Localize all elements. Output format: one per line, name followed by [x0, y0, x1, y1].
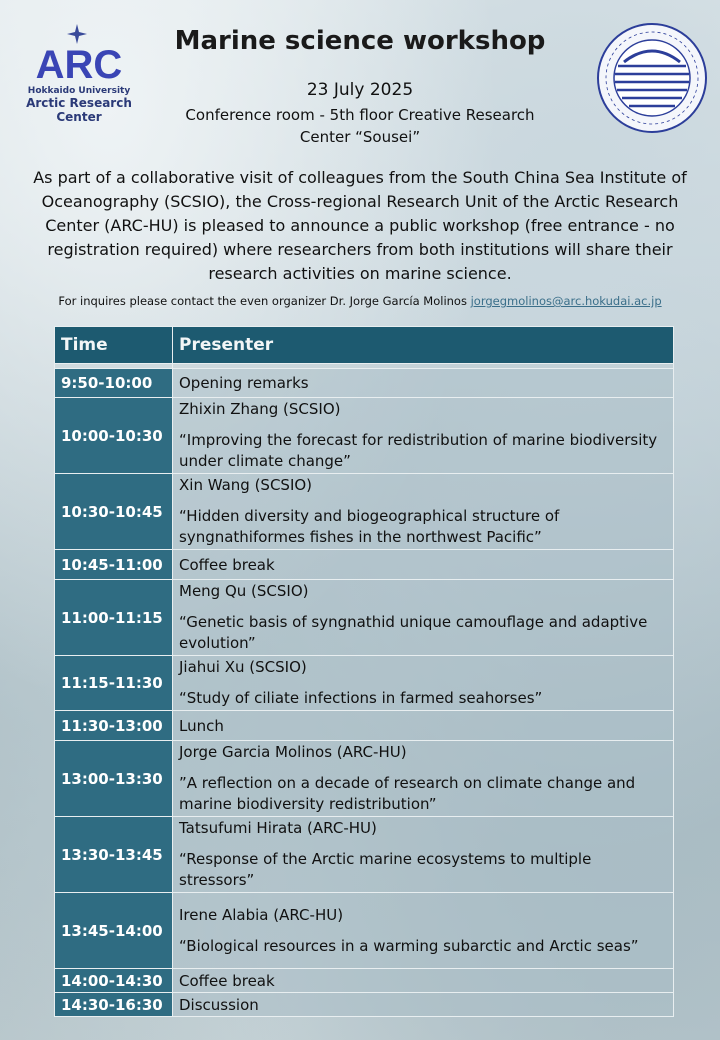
- table-row: [55, 369, 674, 398]
- intro-paragraph: As part of a collaborative visit of colleagues from the South China Sea Institute of Oceanography (SCSIO), the Cross-regional Research Unit of the Arctic Research Center (ARC-HU) is pleased to announce a public workshop (free entrance - no registration required) where researchers from both institutions will share their research activities on marine science.: [33, 168, 687, 283]
- row-time: 14:00-14:30: [55, 969, 173, 993]
- arc-logo: [8, 22, 150, 124]
- row-presenter: Lunch: [173, 711, 674, 741]
- svg-text:ARC: ARC: [35, 43, 123, 84]
- table-row: [55, 741, 674, 817]
- university-name: Hokkaido University: [27, 86, 131, 96]
- row-time: 14:30-16:30: [55, 993, 173, 1017]
- presenter-name: Xin Wang (SCSIO): [179, 476, 313, 494]
- table-row: [55, 580, 674, 656]
- table-row: [55, 711, 674, 741]
- schedule-table: [54, 326, 674, 1017]
- venue-line-2: Center “Sousei”: [299, 128, 421, 146]
- row-presenter-cell: [173, 656, 674, 711]
- event-venue: [165, 104, 555, 148]
- presenter-name: Jiahui Xu (SCSIO): [179, 658, 307, 676]
- row-presenter-cell: [173, 474, 674, 550]
- presenter-name: Tatsufumi Hirata (ARC-HU): [179, 819, 377, 837]
- contact-line: [20, 294, 700, 308]
- table-header-row: [55, 327, 674, 364]
- row-presenter-cell: [173, 817, 674, 893]
- table-row: [55, 817, 674, 893]
- event-date: 23 July 2025: [306, 80, 414, 100]
- row-time: 10:30-10:45: [55, 474, 173, 550]
- row-presenter-cell: [173, 893, 674, 969]
- talk-title: “Improving the forecast for redistribution of marine biodiversity under climate change”: [179, 431, 658, 470]
- row-presenter: Coffee break: [173, 550, 674, 580]
- row-presenter-cell: [173, 398, 674, 474]
- row-presenter-cell: [173, 580, 674, 656]
- table-row: [55, 398, 674, 474]
- table-row: [55, 656, 674, 711]
- presenter-name: Meng Qu (SCSIO): [179, 582, 309, 600]
- scsio-seal: [596, 22, 708, 134]
- header-presenter: Presenter: [173, 327, 674, 364]
- table-row: [55, 993, 674, 1017]
- page-title: Marine science workshop: [174, 26, 546, 56]
- row-time: 9:50-10:00: [55, 369, 173, 398]
- row-time: 13:45-14:00: [55, 893, 173, 969]
- contact-email-link[interactable]: jorgegmolinos@arc.hokudai.ac.jp: [470, 294, 662, 308]
- row-time: 10:45-11:00: [55, 550, 173, 580]
- row-presenter-cell: [173, 741, 674, 817]
- table-row: [55, 893, 674, 969]
- presenter-name: Jorge Garcia Molinos (ARC-HU): [179, 743, 407, 761]
- row-presenter: Discussion: [173, 993, 674, 1017]
- table-row: [55, 969, 674, 993]
- row-time: 11:15-11:30: [55, 656, 173, 711]
- talk-title: “Hidden diversity and biogeographical structure of syngnathiformes fishes in the northwest Pacific”: [179, 507, 560, 546]
- row-time: 13:00-13:30: [55, 741, 173, 817]
- table-row: [55, 474, 674, 550]
- table-row: [55, 550, 674, 580]
- presenter-name: Irene Alabia (ARC-HU): [179, 905, 344, 924]
- talk-title: “Biological resources in a warming subarctic and Arctic seas”: [179, 936, 639, 955]
- talk-title: “Response of the Arctic marine ecosystems to multiple stressors”: [179, 850, 592, 889]
- venue-line-1: Conference room - 5th floor Creative Research: [185, 106, 535, 124]
- presenter-name: Zhixin Zhang (SCSIO): [179, 400, 341, 418]
- row-time: 13:30-13:45: [55, 817, 173, 893]
- row-time: 10:00-10:30: [55, 398, 173, 474]
- row-time: 11:00-11:15: [55, 580, 173, 656]
- header-time: Time: [55, 327, 173, 364]
- contact-text: For inquires please contact the even organizer Dr. Jorge García Molinos: [58, 294, 467, 308]
- arc-logo-mark: [29, 22, 129, 84]
- row-presenter: Coffee break: [173, 969, 674, 993]
- talk-title: “Genetic basis of syngnathid unique camouflage and adaptive evolution”: [179, 613, 648, 652]
- talk-title: ”A reflection on a decade of research on climate change and marine biodiversity redistribution”: [179, 774, 636, 813]
- row-time: 11:30-13:00: [55, 711, 173, 741]
- center-name: Arctic Research Center: [26, 96, 132, 124]
- talk-title: “Study of ciliate infections in farmed seahorses”: [179, 689, 543, 707]
- row-presenter: Opening remarks: [173, 369, 674, 398]
